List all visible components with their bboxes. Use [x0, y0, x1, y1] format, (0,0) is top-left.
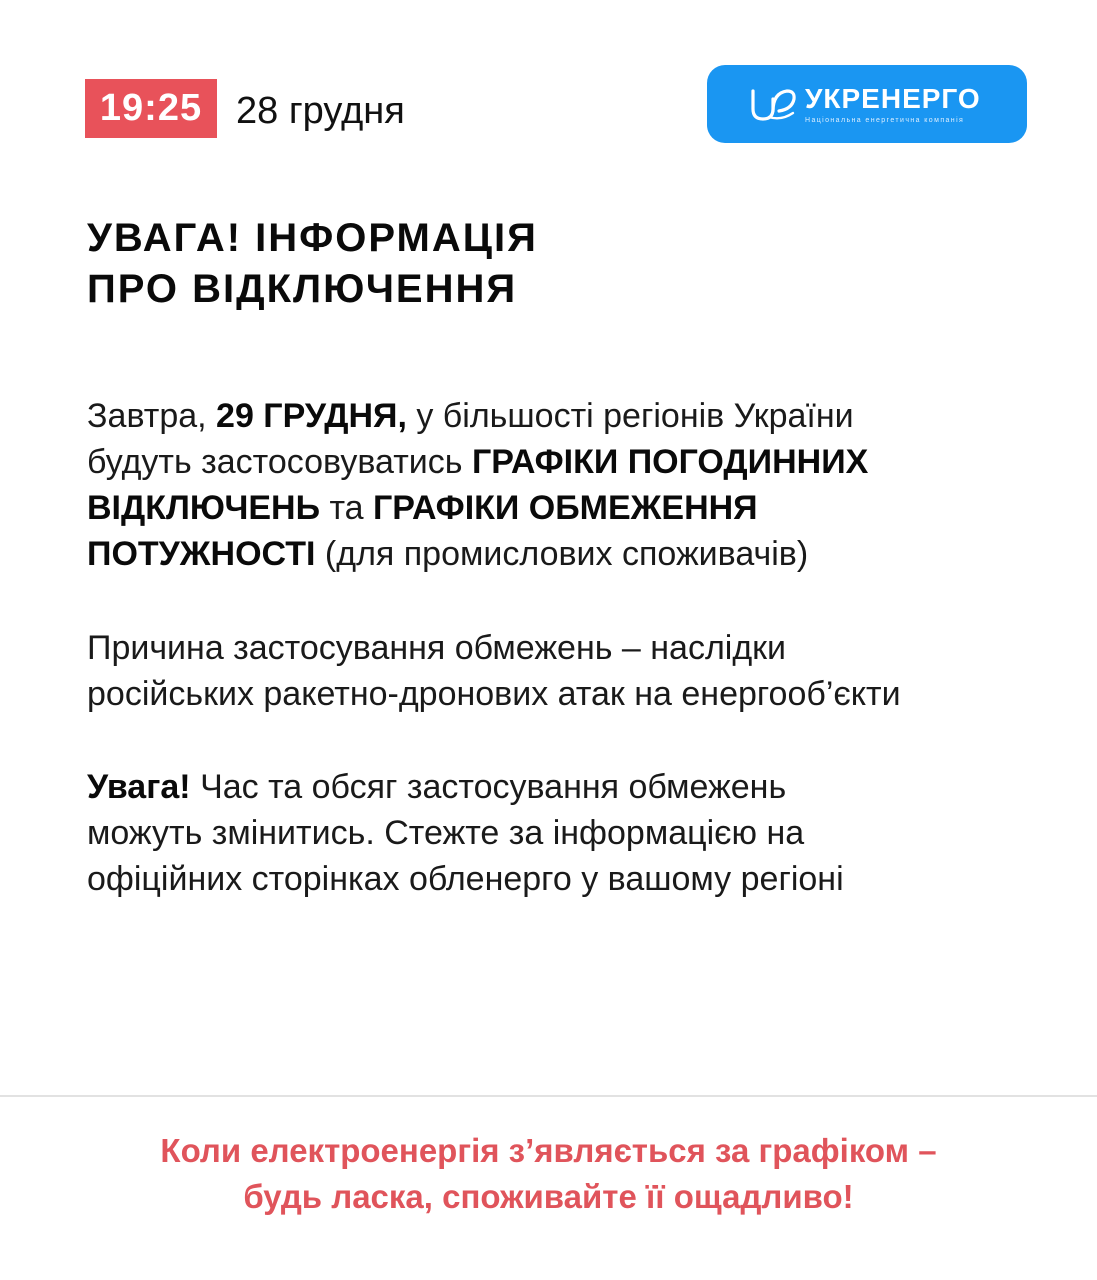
paragraph-line: офіційних сторінках обленерго у вашому регіоні	[87, 860, 844, 898]
schedule-emphasis: ГРАФІКИ ПОГОДИННИХ	[471, 443, 869, 481]
warning-paragraph	[87, 764, 844, 902]
paragraph-line: Причина застосування обмежень – наслідки	[87, 629, 787, 667]
paragraph-line	[87, 531, 868, 577]
schedule-emphasis: ВІДКЛЮЧЕНЬ	[87, 489, 321, 527]
schedule-emphasis: ГРАФІКИ ОБМЕЖЕННЯ	[373, 489, 758, 527]
text-segment: (для промислових споживачів)	[315, 535, 809, 573]
announcement-paragraph	[87, 393, 868, 577]
date-label: 28 грудня	[236, 90, 405, 132]
footer-appeal	[0, 1128, 1097, 1220]
time-badge: 19:25	[85, 79, 217, 138]
footer-line-2: будь ласка, споживайте її ощадливо!	[243, 1178, 854, 1215]
warning-emphasis: Увага!	[87, 768, 191, 806]
page-title	[87, 213, 787, 315]
date-emphasis: 29 ГРУДНЯ,	[216, 397, 407, 435]
reason-paragraph	[87, 625, 901, 717]
paragraph-line	[87, 393, 868, 439]
title-line-1: УВАГА! ІНФОРМАЦІЯ	[87, 216, 538, 260]
logo-name: УКРЕНЕРГО	[805, 83, 981, 114]
logo-tagline: Національна енергетична компанія	[805, 117, 965, 124]
text-segment: у більшості регіонів України	[406, 397, 854, 435]
footer-line-1: Коли електроенергія з’являється за графіком –	[160, 1132, 937, 1169]
paragraph-line	[87, 439, 868, 485]
paragraph-line	[87, 485, 868, 531]
paragraph-line	[87, 764, 844, 810]
text-segment: Завтра,	[87, 397, 217, 435]
footer-divider	[0, 1095, 1097, 1097]
ukrenergo-logo	[707, 65, 1027, 143]
text-segment: та	[320, 489, 374, 527]
ukrenergo-logo-icon	[747, 85, 799, 123]
text-segment: Час та обсяг застосування обмежень	[190, 768, 787, 806]
title-line-2: ПРО ВІДКЛЮЧЕННЯ	[87, 267, 518, 311]
paragraph-line: можуть змінитись. Стежте за інформацією на	[87, 814, 805, 852]
text-segment: будуть застосовуватись	[87, 443, 472, 481]
paragraph-line: російських ракетно-дронових атак на енергооб’єкти	[87, 675, 901, 713]
schedule-emphasis: ПОТУЖНОСТІ	[87, 535, 316, 573]
